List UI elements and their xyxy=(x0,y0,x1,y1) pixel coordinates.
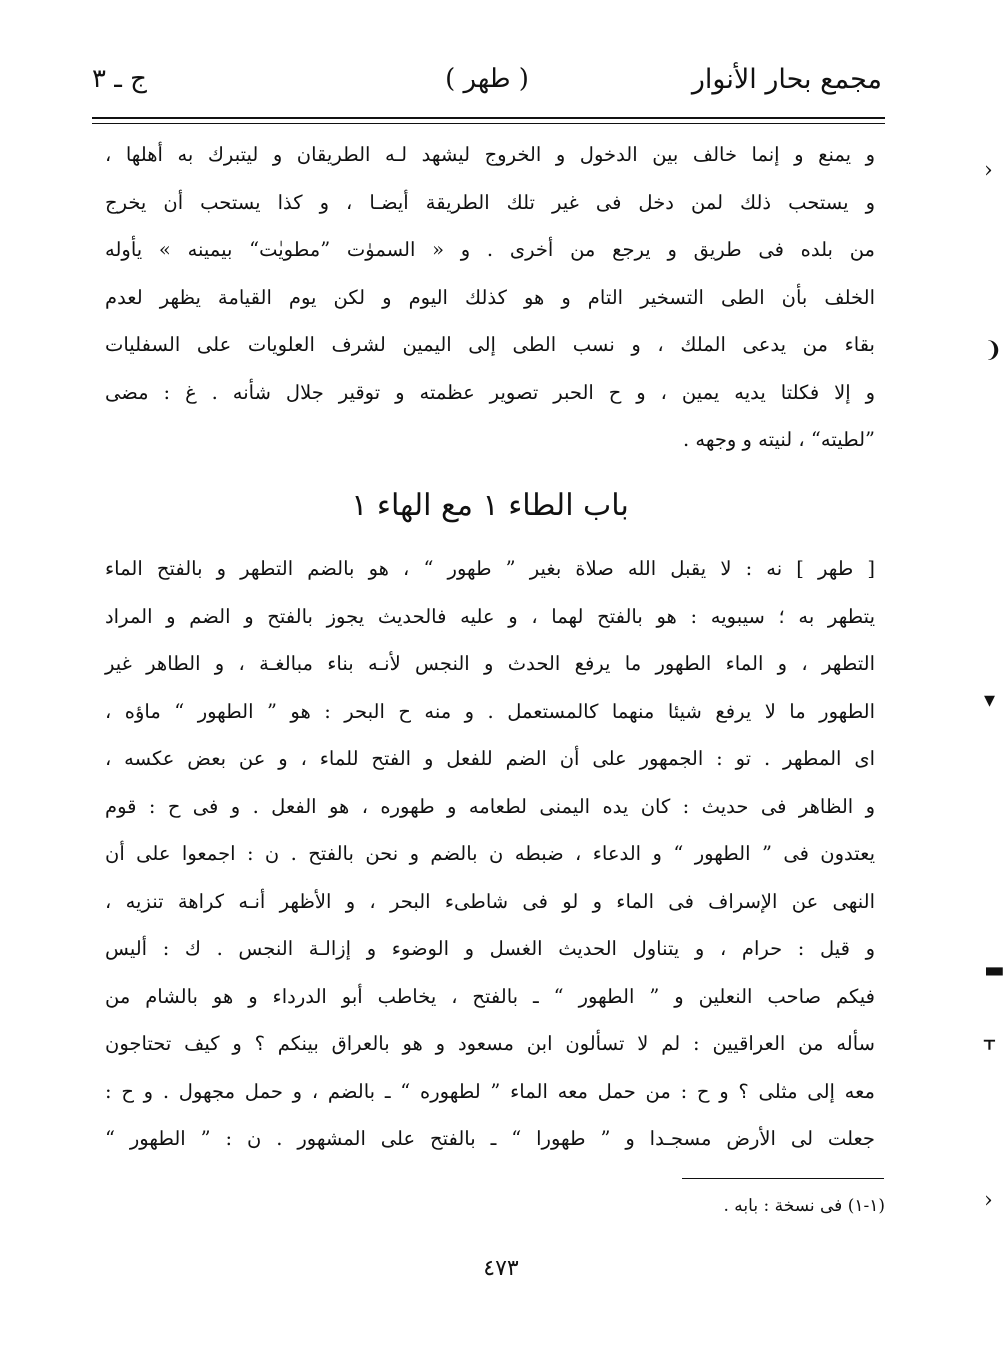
text-line: التطهر ، و الماء الطهور ما يرفع الحدث و النجس لأنـه بناء مبالغـة ، و الطاهر غير xyxy=(105,652,875,675)
section-heading: باب الطاء ١ مع الهاء ١ xyxy=(351,488,629,523)
text-line: اى المطهر . تو : الجمهور على أن الضم للفعل و الفتح للماء ، و عن بعض عكسه ، xyxy=(105,747,875,770)
text-line: و إلا فكلتا يديه يمين ، و ح الحبر تصوير عظمته و توقير جلال شأنه . غ : مضى xyxy=(105,380,875,404)
header-rule-thin xyxy=(92,123,885,124)
paragraph-main xyxy=(105,545,875,1163)
margin-mark-icon: ▬ xyxy=(984,958,1005,983)
text-line: سأله من العراقيين : لم لا تسألون ابن مسعود و هو بالعراق بينكم ؟ و كيف تحتاجون xyxy=(105,1032,875,1055)
text-line: و الظاهر فى حديث : كان يده اليمنى لطعامه و طهوره ، هو الفعل . و فى ح : قوم xyxy=(105,794,875,818)
text-line: معه إلى مثلى ؟ و ح : من حمل معه الماء ” لطهوره “ ـ بالضم ، و حمل مجهول . و ح : xyxy=(105,1079,875,1103)
text-line: الطهور ما لا يرفع شيئا منهما كالمستعمل . و منه ح البحر : هو ” الطهور “ ماؤه ، xyxy=(105,699,875,723)
text-line: يعتدون فى ” الطهور “ و الدعاء ، ضبطه ن بالضم و نحن بالفتح . ن : اجمعوا على أن xyxy=(105,842,875,865)
page-number: ٤٧٣ xyxy=(483,1256,519,1281)
text-line: و يستحب ذلك لمن دخل فى غير تلك الطريقة أيضـا ، و كذا يستحب أن يخرج xyxy=(105,190,875,214)
text-line: النهى عن الإسراف فى الماء و لو فى شاطىء البحر ، و الأظهر أنـه كراهة تنزيه ، xyxy=(105,889,875,913)
text-line: جعلت لى الأرض مسجـدا و ” طهورا “ ـ بالفتح على المشهور . ن : ” الطهور “ xyxy=(105,1127,875,1150)
margin-mark-icon: › xyxy=(984,1188,993,1213)
margin-mark-icon: ❩ xyxy=(984,338,1003,363)
book-title: مجمع بحار الأنوار xyxy=(691,64,882,95)
text-line: من بلده فى طريق و يرجع من أخرى . و « السموٰت ”مطويٰت“ بيمينه » يأوله xyxy=(105,238,875,261)
text-line: يتطهر به ؛ سيبويه : هو بالفتح لهما ، و عليه فالحديث يجوز بالفتح و الضم و المراد xyxy=(105,604,875,628)
text-line: بقاء من يدعى الملك ، و نسب الطى إلى اليمين لشرف العلويات على السفليات xyxy=(105,333,875,356)
running-header xyxy=(92,62,882,110)
paragraph-top xyxy=(105,131,875,464)
footnote-rule xyxy=(682,1178,884,1179)
text-line: و يمنع و إنما خالف بين الدخول و الخروج ليشهد لـه الطريقان و ليتبرك به أهلها ، xyxy=(105,143,875,166)
text-line: و قيل : حرام ، و يتناول الحديث الغسل و الوضوء و إزالـة النجس . ك : أليس xyxy=(105,937,875,960)
margin-mark-icon: ᚁ xyxy=(984,1028,995,1053)
volume-label: ج ـ ٣ xyxy=(92,64,147,94)
entry-word: ( طهر ) xyxy=(445,64,529,94)
margin-mark-icon: ▾ xyxy=(984,688,996,713)
text-line: الخلف بأن الطى التسخير التام و هو كذلك اليوم و لكن يوم القيامة يظهر لعدم xyxy=(105,285,875,309)
margin-mark-icon: › xyxy=(984,158,993,183)
text-line: فيكم صاحب النعلين و ” الطهور “ ـ بالفتح ، يخاطب أبو الدرداء و هو بالشام من xyxy=(105,984,875,1008)
text-line: ”لطيته“ ، لنيته و وجهه . xyxy=(683,428,875,451)
text-line: [ طهر ] نه : لا يقبل الله صلاة بغير ” طهور “ ، هو بالضم التطهر و بالفتح الماء xyxy=(105,557,875,580)
footnote: (١-١) فى نسخة : بابه . xyxy=(723,1196,885,1216)
header-rule-thick xyxy=(92,117,885,119)
